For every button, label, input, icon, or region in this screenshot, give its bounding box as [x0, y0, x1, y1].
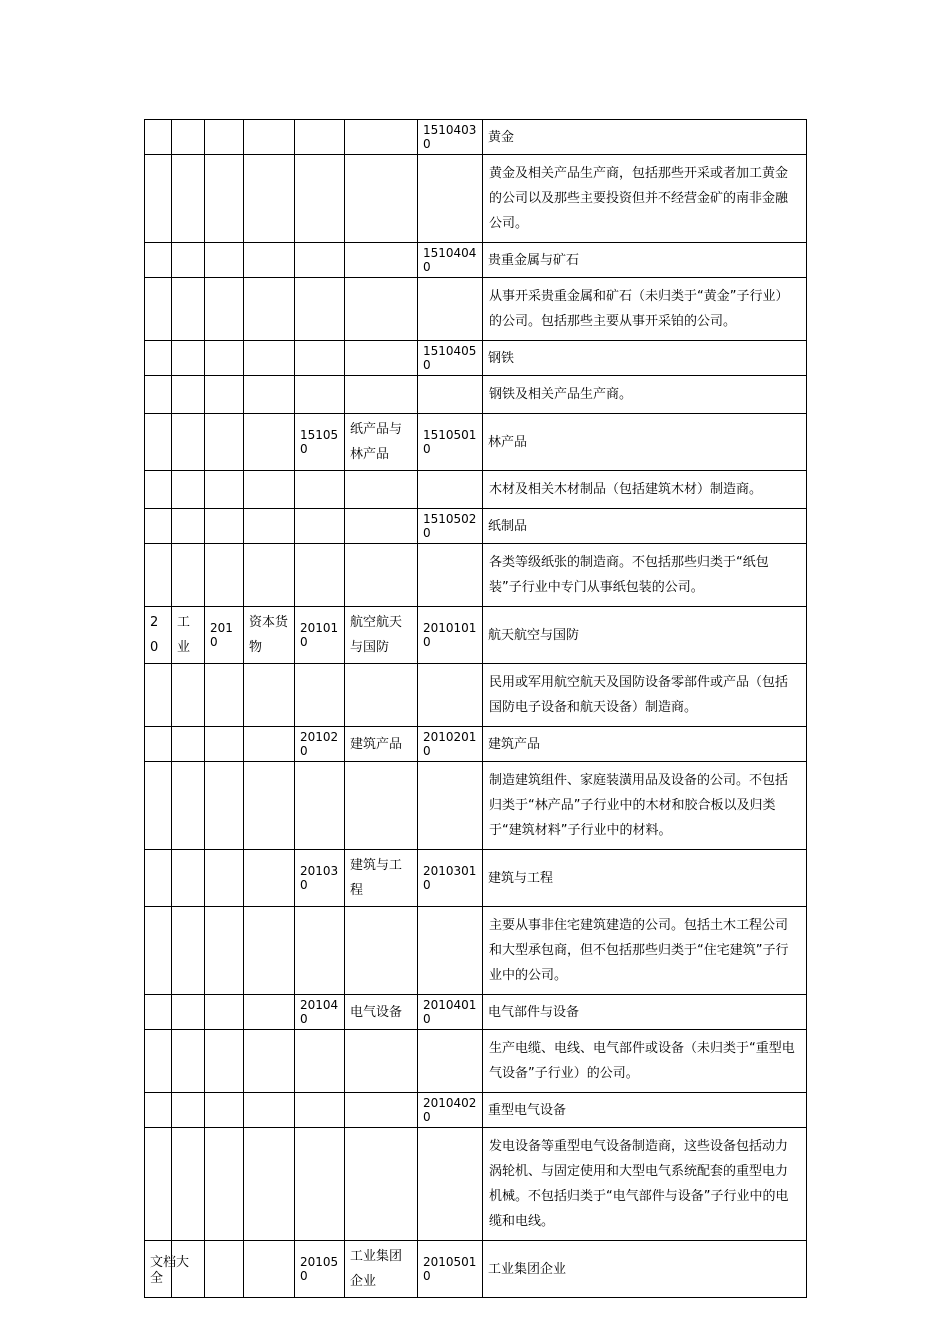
sector-code-cell: [145, 155, 172, 243]
sector-name-cell: [172, 414, 205, 471]
sub-industry-code-cell: 20102010: [418, 727, 483, 762]
industry-group-code-cell: [205, 1241, 244, 1298]
sector-code-cell: [145, 414, 172, 471]
sub-industry-text-cell: 电气部件与设备: [483, 995, 807, 1030]
industry-group-code-cell: [205, 414, 244, 471]
industry-code-cell: [295, 1093, 345, 1128]
sub-industry-text-cell: 钢铁: [483, 341, 807, 376]
sub-industry-text-cell: 纸制品: [483, 509, 807, 544]
sub-industry-text-cell: 重型电气设备: [483, 1093, 807, 1128]
classification-row: [145, 607, 807, 664]
industry-name-cell: [345, 120, 418, 155]
sub-industry-code-cell: [418, 278, 483, 341]
sector-name-cell: [172, 762, 205, 850]
industry-code-cell: [295, 155, 345, 243]
sub-industry-code-cell: [418, 471, 483, 509]
sub-industry-code-cell: 20103010: [418, 850, 483, 907]
sub-industry-code-cell: 15104030: [418, 120, 483, 155]
sub-industry-text-cell: 建筑与工程: [483, 850, 807, 907]
industry-code-cell: 201030: [295, 850, 345, 907]
sector-code-cell: [145, 995, 172, 1030]
sector-name-cell: [172, 664, 205, 727]
industry-group-code-cell: [205, 544, 244, 607]
description-row: [145, 664, 807, 727]
industry-group-name-cell: [244, 1241, 295, 1298]
sub-industry-code-cell: [418, 907, 483, 995]
classification-row: [145, 850, 807, 907]
industry-group-code-cell: [205, 243, 244, 278]
sub-industry-code-cell: 20104010: [418, 995, 483, 1030]
industry-code-cell: 151050: [295, 414, 345, 471]
sub-industry-code-cell: 15105020: [418, 509, 483, 544]
sub-industry-code-cell: [418, 762, 483, 850]
sub-industry-text-cell: 航天航空与国防: [483, 607, 807, 664]
sector-name-cell: [172, 278, 205, 341]
industry-name-cell: [345, 243, 418, 278]
description-row: [145, 376, 807, 414]
industry-name-cell: 纸产品与林产品: [345, 414, 418, 471]
industry-name-cell: [345, 509, 418, 544]
sub-industry-text-cell: 木材及相关木材制品（包括建筑木材）制造商。: [483, 471, 807, 509]
description-row: [145, 1128, 807, 1241]
sector-code-cell: [145, 471, 172, 509]
classification-row: [145, 727, 807, 762]
industry-name-cell: [345, 664, 418, 727]
classification-row: [145, 120, 807, 155]
industry-group-name-cell: [244, 727, 295, 762]
industry-code-cell: 201020: [295, 727, 345, 762]
sector-name-cell: [172, 544, 205, 607]
industry-group-name-cell: [244, 1128, 295, 1241]
industry-group-name-cell: [244, 509, 295, 544]
sub-industry-text-cell: 林产品: [483, 414, 807, 471]
industry-code-cell: [295, 544, 345, 607]
description-row: [145, 155, 807, 243]
sub-industry-code-cell: 15104050: [418, 341, 483, 376]
sector-name-cell: [172, 243, 205, 278]
sector-code-cell: [145, 376, 172, 414]
description-row: [145, 278, 807, 341]
sub-industry-text-cell: 民用或军用航空航天及国防设备零部件或产品（包括国防电子设备和航天设备）制造商。: [483, 664, 807, 727]
sub-industry-text-cell: 钢铁及相关产品生产商。: [483, 376, 807, 414]
industry-name-cell: [345, 278, 418, 341]
industry-group-name-cell: [244, 762, 295, 850]
sub-industry-text-cell: 主要从事非住宅建筑建造的公司。包括土木工程公司和大型承包商，但不包括那些归类于“住宅建筑”子行业中的公司。: [483, 907, 807, 995]
industry-name-cell: 工业集团企业: [345, 1241, 418, 1298]
industry-group-code-cell: [205, 155, 244, 243]
industry-name-cell: [345, 155, 418, 243]
industry-group-name-cell: [244, 120, 295, 155]
sector-name-cell: [172, 850, 205, 907]
sector-code-cell: [145, 1128, 172, 1241]
industry-code-cell: [295, 376, 345, 414]
industry-code-cell: [295, 1128, 345, 1241]
industry-name-cell: [345, 471, 418, 509]
industry-group-code-cell: [205, 509, 244, 544]
industry-code-cell: [295, 762, 345, 850]
sub-industry-text-cell: 制造建筑组件、家庭装潢用品及设备的公司。不包括归类于“林产品”子行业中的木材和胶合板以及归类于“建筑材料”子行业中的材料。: [483, 762, 807, 850]
classification-row: [145, 414, 807, 471]
sub-industry-code-cell: 20105010: [418, 1241, 483, 1298]
industry-group-name-cell: [244, 243, 295, 278]
sector-name-cell: [172, 907, 205, 995]
industry-code-cell: [295, 907, 345, 995]
industry-group-name-cell: [244, 544, 295, 607]
classification-row: [145, 509, 807, 544]
gics-classification-table: [144, 119, 807, 1298]
industry-group-code-cell: [205, 278, 244, 341]
description-row: [145, 471, 807, 509]
industry-group-code-cell: [205, 1093, 244, 1128]
industry-group-name-cell: [244, 471, 295, 509]
industry-name-cell: 建筑产品: [345, 727, 418, 762]
sub-industry-code-cell: [418, 1128, 483, 1241]
industry-group-code-cell: [205, 664, 244, 727]
sector-name-cell: [172, 155, 205, 243]
industry-group-code-cell: [205, 1030, 244, 1093]
industry-group-code-cell: [205, 727, 244, 762]
industry-group-name-cell: [244, 376, 295, 414]
sector-name-cell: [172, 471, 205, 509]
description-row: [145, 544, 807, 607]
classification-row: [145, 1241, 807, 1298]
industry-code-cell: [295, 471, 345, 509]
sector-name-cell: [172, 341, 205, 376]
sector-code-cell: [145, 243, 172, 278]
industry-group-name-cell: [244, 1093, 295, 1128]
sector-name-cell: [172, 1128, 205, 1241]
industry-group-code-cell: [205, 120, 244, 155]
industry-name-cell: 建筑与工程: [345, 850, 418, 907]
sector-code-cell: [145, 727, 172, 762]
sector-name-cell: [172, 509, 205, 544]
sub-industry-code-cell: 15104040: [418, 243, 483, 278]
sector-code-cell: [145, 907, 172, 995]
sub-industry-text-cell: 各类等级纸张的制造商。不包括那些归类于“纸包装”子行业中专门从事纸包装的公司。: [483, 544, 807, 607]
sector-code-cell: [145, 544, 172, 607]
sector-code-cell: [145, 509, 172, 544]
sector-code-cell: 20: [145, 607, 172, 664]
industry-group-name-cell: [244, 907, 295, 995]
industry-name-cell: [345, 341, 418, 376]
sector-code-cell: [145, 1030, 172, 1093]
industry-group-name-cell: [244, 995, 295, 1030]
classification-row: [145, 341, 807, 376]
sector-name-cell: [172, 376, 205, 414]
sector-name-cell: [172, 995, 205, 1030]
industry-code-cell: [295, 120, 345, 155]
industry-code-cell: [295, 1030, 345, 1093]
sub-industry-code-cell: [418, 1030, 483, 1093]
industry-name-cell: [345, 907, 418, 995]
industry-code-cell: 201050: [295, 1241, 345, 1298]
sector-code-cell: [145, 278, 172, 341]
sub-industry-text-cell: 从事开采贵重金属和矿石（未归类于“黄金”子行业）的公司。包括那些主要从事开采铂的公司。: [483, 278, 807, 341]
description-row: [145, 762, 807, 850]
industry-name-cell: [345, 762, 418, 850]
industry-group-code-cell: [205, 762, 244, 850]
description-row: [145, 907, 807, 995]
sub-industry-code-cell: [418, 155, 483, 243]
industry-code-cell: 201010: [295, 607, 345, 664]
industry-group-name-cell: [244, 278, 295, 341]
industry-name-cell: [345, 1093, 418, 1128]
industry-code-cell: [295, 664, 345, 727]
industry-group-name-cell: [244, 850, 295, 907]
industry-group-name-cell: [244, 1030, 295, 1093]
industry-group-code-cell: [205, 1128, 244, 1241]
sub-industry-text-cell: 发电设备等重型电气设备制造商，这些设备包括动力涡轮机、与固定使用和大型电气系统配套的重型电力机械。不包括归类于“电气部件与设备”子行业中的电缆和电线。: [483, 1128, 807, 1241]
industry-name-cell: [345, 1030, 418, 1093]
industry-group-code-cell: [205, 995, 244, 1030]
industry-name-cell: 电气设备: [345, 995, 418, 1030]
sub-industry-text-cell: 黄金: [483, 120, 807, 155]
industry-name-cell: [345, 376, 418, 414]
industry-group-name-cell: [244, 414, 295, 471]
classification-row: [145, 995, 807, 1030]
sub-industry-code-cell: 20101010: [418, 607, 483, 664]
sector-name-cell: [172, 1030, 205, 1093]
industry-code-cell: [295, 509, 345, 544]
sub-industry-code-cell: [418, 664, 483, 727]
sub-industry-code-cell: [418, 376, 483, 414]
sub-industry-text-cell: 贵重金属与矿石: [483, 243, 807, 278]
industry-name-cell: [345, 1128, 418, 1241]
industry-group-name-cell: [244, 341, 295, 376]
industry-group-name-cell: [244, 155, 295, 243]
sector-code-cell: [145, 341, 172, 376]
sector-code-cell: [145, 120, 172, 155]
industry-group-code-cell: [205, 341, 244, 376]
industry-group-name-cell: [244, 664, 295, 727]
sub-industry-text-cell: 工业集团企业: [483, 1241, 807, 1298]
description-row: [145, 1030, 807, 1093]
industry-name-cell: 航空航天与国防: [345, 607, 418, 664]
sub-industry-code-cell: [418, 544, 483, 607]
sub-industry-text-cell: 建筑产品: [483, 727, 807, 762]
sector-name-cell: 工业: [172, 607, 205, 664]
industry-group-name-cell: 资本货物: [244, 607, 295, 664]
sector-name-cell: [172, 1093, 205, 1128]
sub-industry-text-cell: 生产电缆、电线、电气部件或设备（未归类于“重型电气设备”子行业）的公司。: [483, 1030, 807, 1093]
sector-code-cell: [145, 664, 172, 727]
sector-name-cell: [172, 120, 205, 155]
industry-group-code-cell: [205, 376, 244, 414]
footer-text: 文档大全: [150, 1255, 190, 1286]
industry-code-cell: [295, 278, 345, 341]
industry-group-code-cell: [205, 907, 244, 995]
industry-group-code-cell: [205, 471, 244, 509]
industry-code-cell: 201040: [295, 995, 345, 1030]
sector-name-cell: [172, 727, 205, 762]
industry-code-cell: [295, 341, 345, 376]
industry-name-cell: [345, 544, 418, 607]
industry-code-cell: [295, 243, 345, 278]
industry-group-code-cell: [205, 850, 244, 907]
sub-industry-code-cell: 15105010: [418, 414, 483, 471]
classification-row: [145, 243, 807, 278]
sector-code-cell: [145, 762, 172, 850]
sub-industry-code-cell: 20104020: [418, 1093, 483, 1128]
classification-row: [145, 1093, 807, 1128]
sector-code-cell: [145, 850, 172, 907]
sub-industry-text-cell: 黄金及相关产品生产商，包括那些开采或者加工黄金的公司以及那些主要投资但并不经营金矿的南非金融公司。: [483, 155, 807, 243]
sector-code-cell: [145, 1093, 172, 1128]
industry-group-code-cell: 2010: [205, 607, 244, 664]
